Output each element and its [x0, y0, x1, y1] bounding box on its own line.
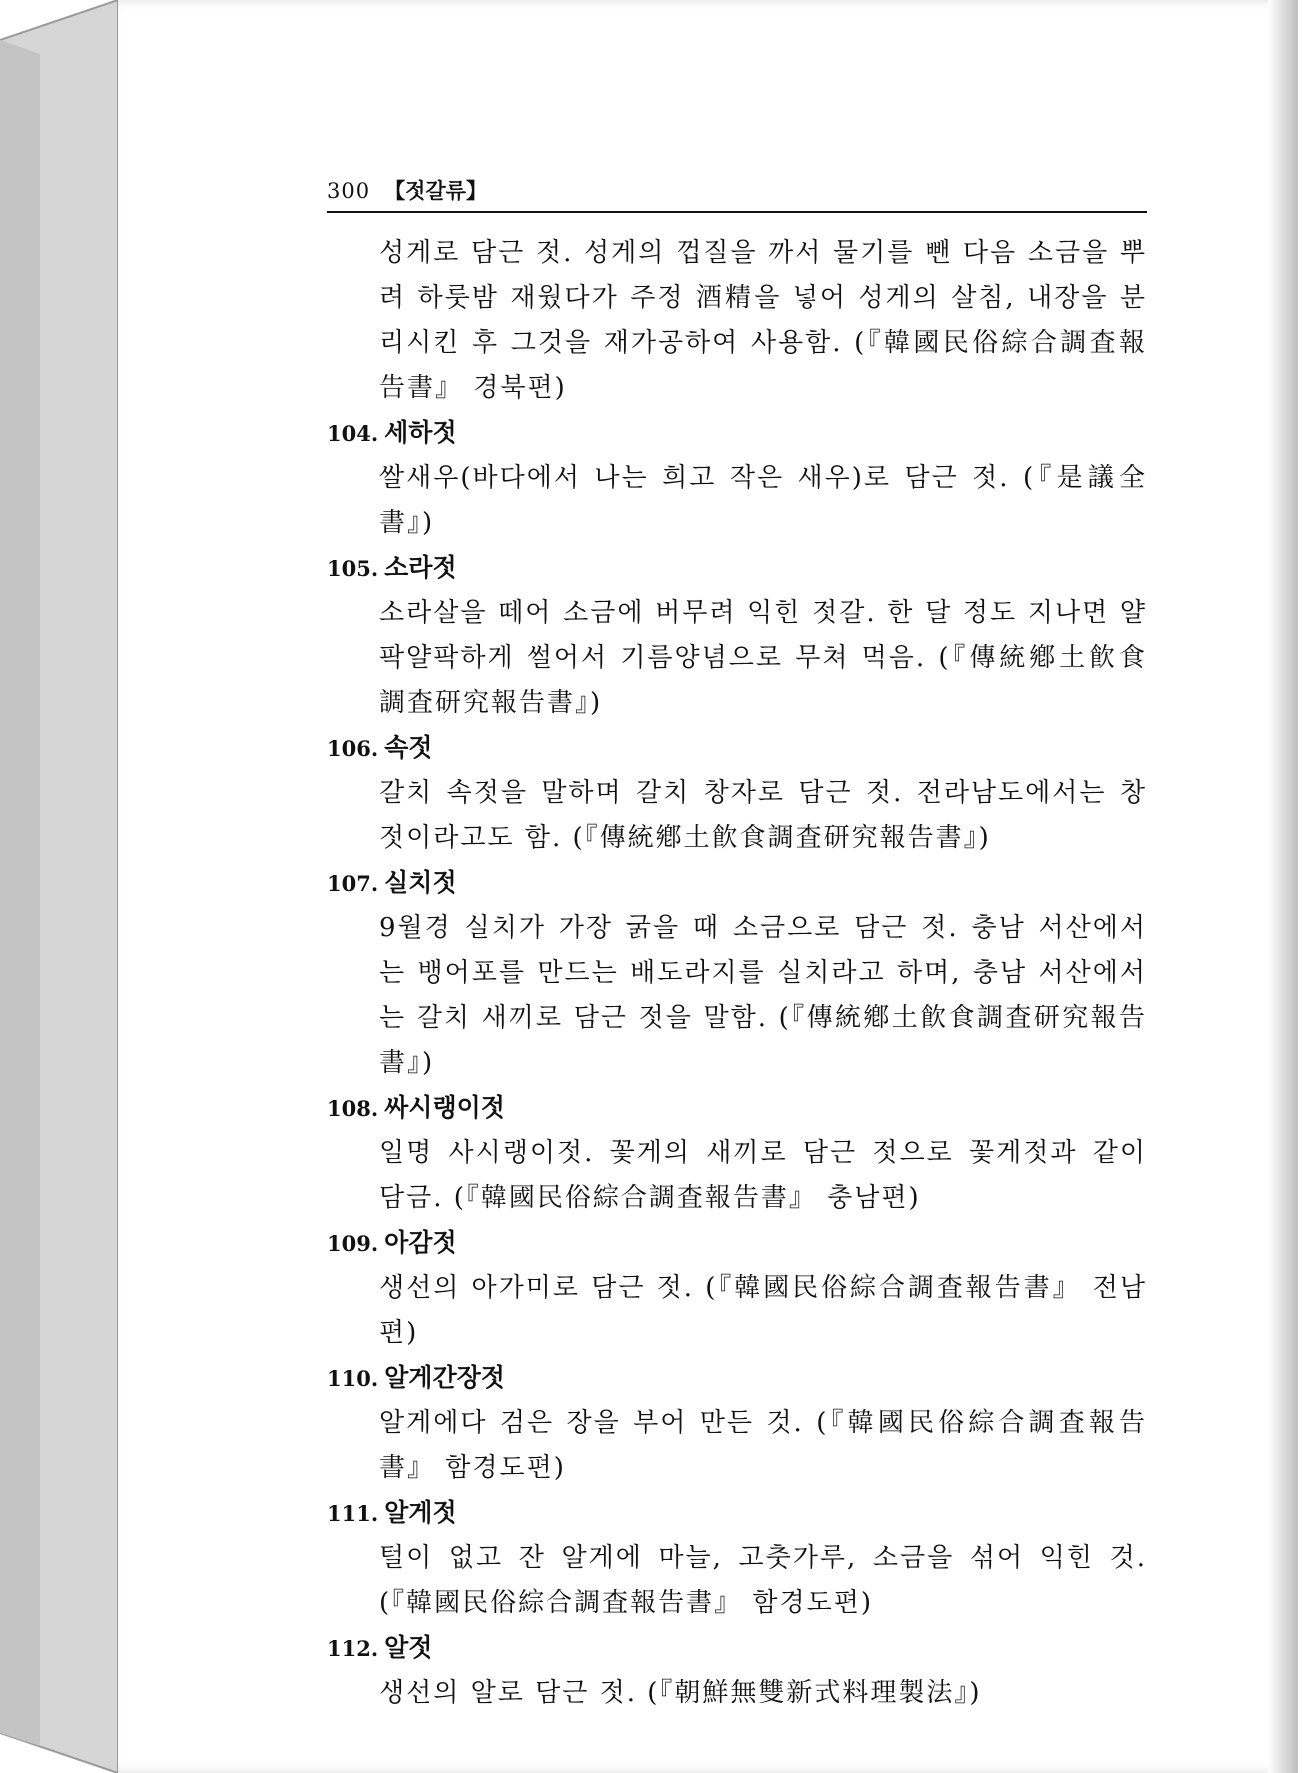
entry-number: 105.	[327, 556, 379, 581]
entry-112	[327, 1626, 1147, 1716]
entry-text: 소라살을 떼어 소금에 버무려 익힌 젓갈. 한 달 정도 지나면 얄팍얄팍하게 썰어서 기름양념으로 무쳐 먹음. (『傳統鄕土飮食調査研究報告書』)	[379, 598, 1147, 718]
entry-name: 싸시랭이젓	[384, 1093, 505, 1122]
entry-name: 실치젓	[384, 868, 457, 897]
section-title: 【젓갈류】	[384, 178, 487, 203]
entry-text: 갈치 속젓을 말하며 갈치 창자로 담근 젓. 전라남도에서는 창젓이라고도 함. (『傳統鄕土飮食調査研究報告書』)	[379, 778, 1147, 853]
entry-105	[327, 546, 1147, 726]
entry-name: 소라젓	[384, 553, 457, 582]
entry-heading	[327, 726, 1147, 771]
entry-108	[327, 1086, 1147, 1221]
entry-text: 일명 사시랭이젓. 꽃게의 새끼로 담근 젓으로 꽃게젓과 같이 담금. (『韓國民俗綜合調査報告書』 충남편)	[379, 1138, 1147, 1213]
entry-text: 생선의 아가미로 담근 젓. (『韓國民俗綜合調査報告書』 전남편)	[379, 1273, 1147, 1348]
page-number: 300	[327, 179, 371, 203]
entry-name: 알게젓	[384, 1498, 457, 1527]
entry-heading	[327, 1491, 1147, 1536]
entry-heading	[327, 411, 1147, 456]
entry-name: 아감젓	[384, 1228, 457, 1257]
entry-heading	[327, 1626, 1147, 1671]
entry-heading	[327, 1086, 1147, 1131]
entry-110	[327, 1356, 1147, 1491]
page-edge-shadow	[1268, 0, 1298, 1773]
entry-heading	[327, 1221, 1147, 1266]
entry-number: 107.	[327, 871, 379, 896]
entry-name: 알젓	[384, 1633, 433, 1662]
entry-text: 털이 없고 잔 알게에 마늘, 고춧가루, 소금을 섞어 익힌 것. (『韓國民俗綜合調査報告書』 함경도편)	[379, 1543, 1147, 1618]
entry-111	[327, 1491, 1147, 1626]
entry-text: 쌀새우(바다에서 나는 희고 작은 새우)로 담근 젓. (『是議全書』)	[379, 463, 1147, 538]
entry-number: 106.	[327, 736, 379, 761]
entry-name: 알게간장젓	[384, 1363, 505, 1392]
entry-number: 112.	[327, 1636, 379, 1661]
entry-106	[327, 726, 1147, 861]
entry-heading	[327, 1356, 1147, 1401]
page-content	[327, 175, 1147, 1716]
entry-text: 알게에다 검은 장을 부어 만든 것. (『韓國民俗綜合調査報告書』 함경도편)	[379, 1408, 1147, 1483]
entry-number: 111.	[327, 1501, 379, 1526]
entry-number: 104.	[327, 421, 379, 446]
entry-text: 9월경 실치가 가장 굵을 때 소금으로 담근 젓. 충남 서산에서는 뱅어포를 만드는 배도라지를 실치라고 하며, 충남 서산에서는 갈치 새끼로 담근 젓을 말함. (『傳統鄕土飮食調査研究報告書』)	[379, 913, 1147, 1078]
running-header	[327, 175, 1147, 213]
entry-heading	[327, 861, 1147, 906]
entry-number: 109.	[327, 1231, 379, 1256]
intro-paragraph: 성게로 담근 젓. 성게의 껍질을 까서 물기를 뺀 다음 소금을 뿌려 하룻밤 재웠다가 주정 酒精을 넣어 성게의 살침, 내장을 분리시킨 후 그것을 재가공하여 사용함. (『韓國民俗綜合調査報告書』 경북편)	[379, 238, 1147, 403]
entry-109	[327, 1221, 1147, 1356]
entry-name: 속젓	[384, 733, 433, 762]
entry-107	[327, 861, 1147, 1086]
entry-number: 108.	[327, 1096, 379, 1121]
entry-104	[327, 411, 1147, 546]
entry-heading	[327, 546, 1147, 591]
entry-name: 세하젓	[384, 418, 457, 447]
entry-text: 생선의 알로 담근 젓. (『朝鮮無雙新式料理製法』)	[379, 1678, 982, 1708]
entry-number: 110.	[327, 1366, 379, 1391]
